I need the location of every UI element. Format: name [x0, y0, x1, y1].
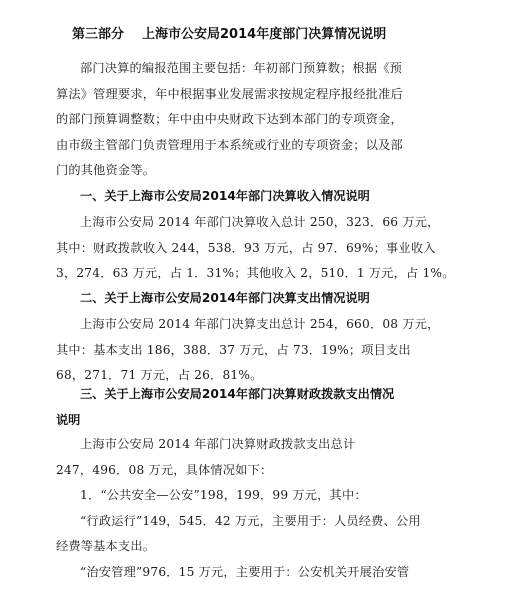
- section-1-line: 上海市公安局 2014 年部门决算收入总计 250，323．66 万元，: [80, 215, 440, 229]
- section-3-heading-line: 说明: [56, 412, 81, 427]
- section-3-paragraph: [56, 432, 456, 585]
- section-2-line: 上海市公安局 2014 年部门决算支出总计 254，660．08 万元，: [80, 317, 440, 331]
- title-part-label: 第三部分: [72, 27, 125, 42]
- section-3-item-1a-line: 经费等基本支出。: [56, 539, 156, 553]
- intro-line: 由市级主管部门负责管理用于本系统或行业的专项资金；以及部: [56, 137, 403, 152]
- intro-paragraph: [56, 56, 456, 184]
- section-2-heading: 二、关于上海市公安局2014年部门决算支出情况说明: [80, 291, 370, 305]
- section-1-paragraph: [56, 210, 456, 287]
- section-3-line: 247，496．08 万元，具体情况如下：: [56, 462, 273, 477]
- section-2-paragraph: [56, 312, 456, 389]
- section-3-line: 上海市公安局 2014 年部门决算财政拨款支出总计: [80, 437, 356, 451]
- section-2-line: 其中：基本支出 186，388．37 万元，占 73．19%；项目支出: [56, 342, 411, 357]
- intro-line: 部门决算的编报范围主要包括：年初部门预算数；根据《预: [80, 61, 403, 75]
- section-3-item-1: 1．“公共安全—公安”198，199．99 万元，其中：: [80, 488, 367, 502]
- section-3-heading: [56, 382, 420, 433]
- section-1-line: 其中：财政拨款收入 244，538．93 万元，占 97．69%；事业收入: [56, 240, 436, 255]
- section-1-line: 3，274．63 万元，占 1．31%；其他收入 2，510．1 万元，占 1%。: [56, 266, 455, 280]
- section-3-item-1b: “治安管理”976．15 万元，主要用于：公安机关开展治安管: [80, 564, 410, 579]
- section-3-item-1a-line: “行政运行”149，545．42 万元，主要用于：人员经费、公用: [80, 513, 421, 528]
- intro-line: 门的其他资金等。: [56, 163, 156, 177]
- section-2-line: 68，271．71 万元，占 26．81%。: [56, 368, 263, 382]
- section-3-heading-line: 三、关于上海市公安局2014年部门决算财政拨款支出情况: [80, 387, 395, 401]
- document-title: [72, 26, 502, 44]
- intro-line: 算法》管理要求，年中根据事业发展需求按规定程序报经批准后: [56, 86, 403, 101]
- intro-line: 的部门预算调整数；年中由中央财政下达到本部门的专项资金，: [56, 112, 403, 126]
- title-text: 上海市公安局2014年度部门决算情况说明: [142, 27, 387, 42]
- section-1-heading: 一、关于上海市公安局2014年部门决算收入情况说明: [80, 189, 370, 203]
